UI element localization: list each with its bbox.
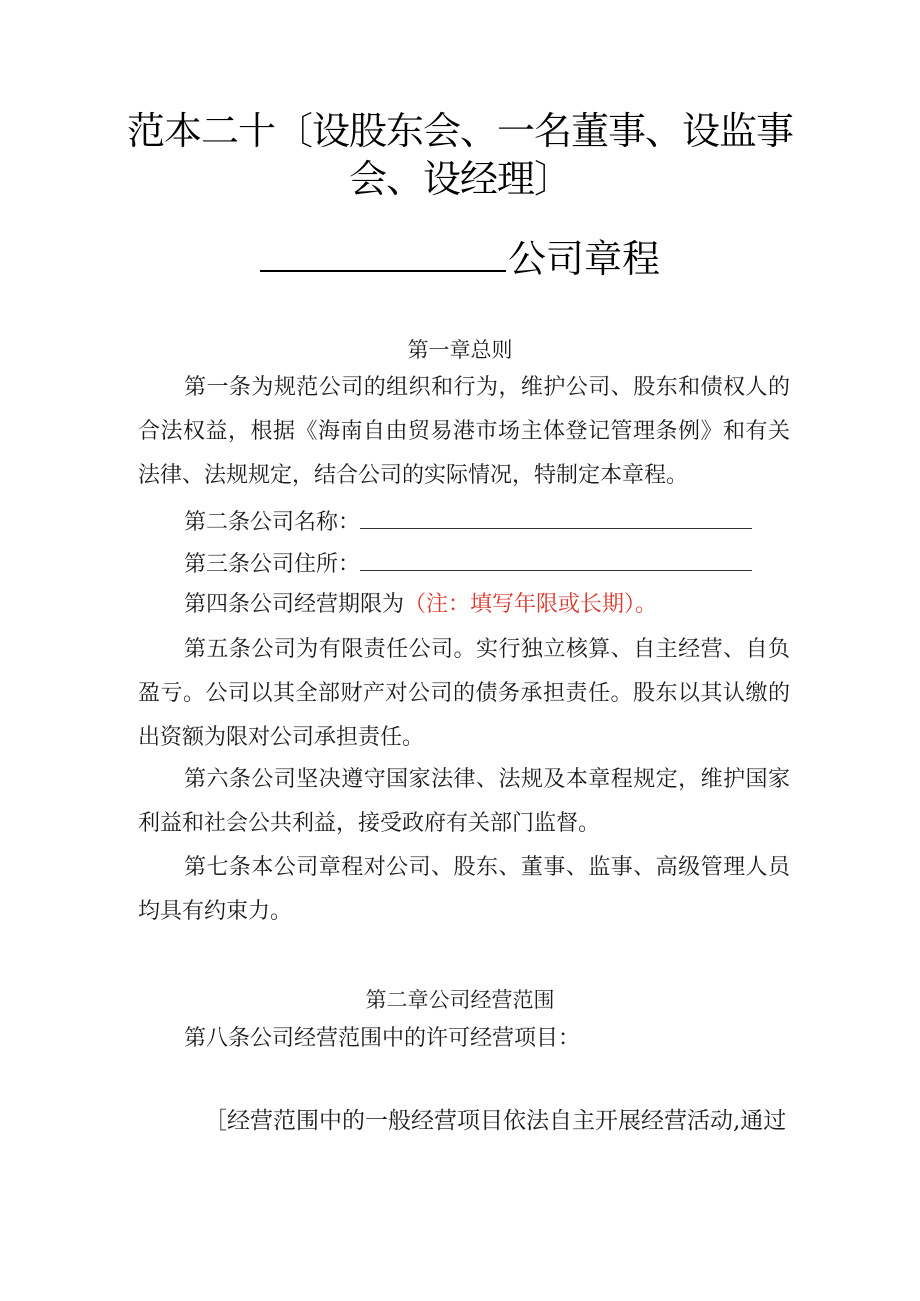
article-7: 第七条本公司章程对公司、股东、董事、监事、高级管理人员均具有约束力。 (138, 855, 790, 924)
article-4-note: （注：填写年限或长期）。 (404, 592, 658, 617)
company-name-field[interactable] (360, 506, 752, 529)
article-4-prefix: 第四条公司经营期限为 (184, 592, 405, 617)
chapter1-heading: 第一章总则 (407, 338, 513, 362)
article-5: 第五条公司为有限责任公司。实行独立核算、自主经营、自负盈亏。公司以其全部财产对公司的债务承担责任。股东以其认缴的出资额为限对公司承担责任。 (138, 637, 790, 750)
company-title-suffix: 公司章程 (507, 237, 660, 281)
business-scope-note: ［经营范围中的一般经营项目依法自主开展经营活动,通过 (204, 1108, 787, 1134)
company-address-field[interactable] (360, 548, 752, 571)
article-1: 第一条为规范公司的组织和行为，维护公司、股东和债权人的合法权益，根据《海南自由贸易港市场主体登记管理条例》和有关法律、法规规定，结合公司的实际情况，特制定本章程。 (138, 375, 790, 488)
company-charter-title (0, 236, 920, 282)
article-3 (184, 548, 752, 580)
article-2 (184, 506, 752, 538)
article-2-label: 第二条公司名称： (184, 510, 361, 535)
document-title-line1: 范本二十〔设股东会、一名董事、设监事 (126, 109, 793, 153)
article-3-label: 第三条公司住所： (184, 552, 361, 577)
article-8: 第八条公司经营范围中的许可经营项目： (184, 1026, 581, 1051)
chapter2-heading: 第二章公司经营范围 (365, 988, 555, 1012)
article-4 (184, 590, 657, 620)
article-6: 第六条公司坚决遵守国家法律、法规及本章程规定，维护国家利益和社会公共利益，接受政府有关部门监督。 (138, 767, 790, 836)
document-title-line2: 会、设经理〕 (348, 157, 571, 201)
company-name-blank[interactable] (260, 238, 506, 272)
